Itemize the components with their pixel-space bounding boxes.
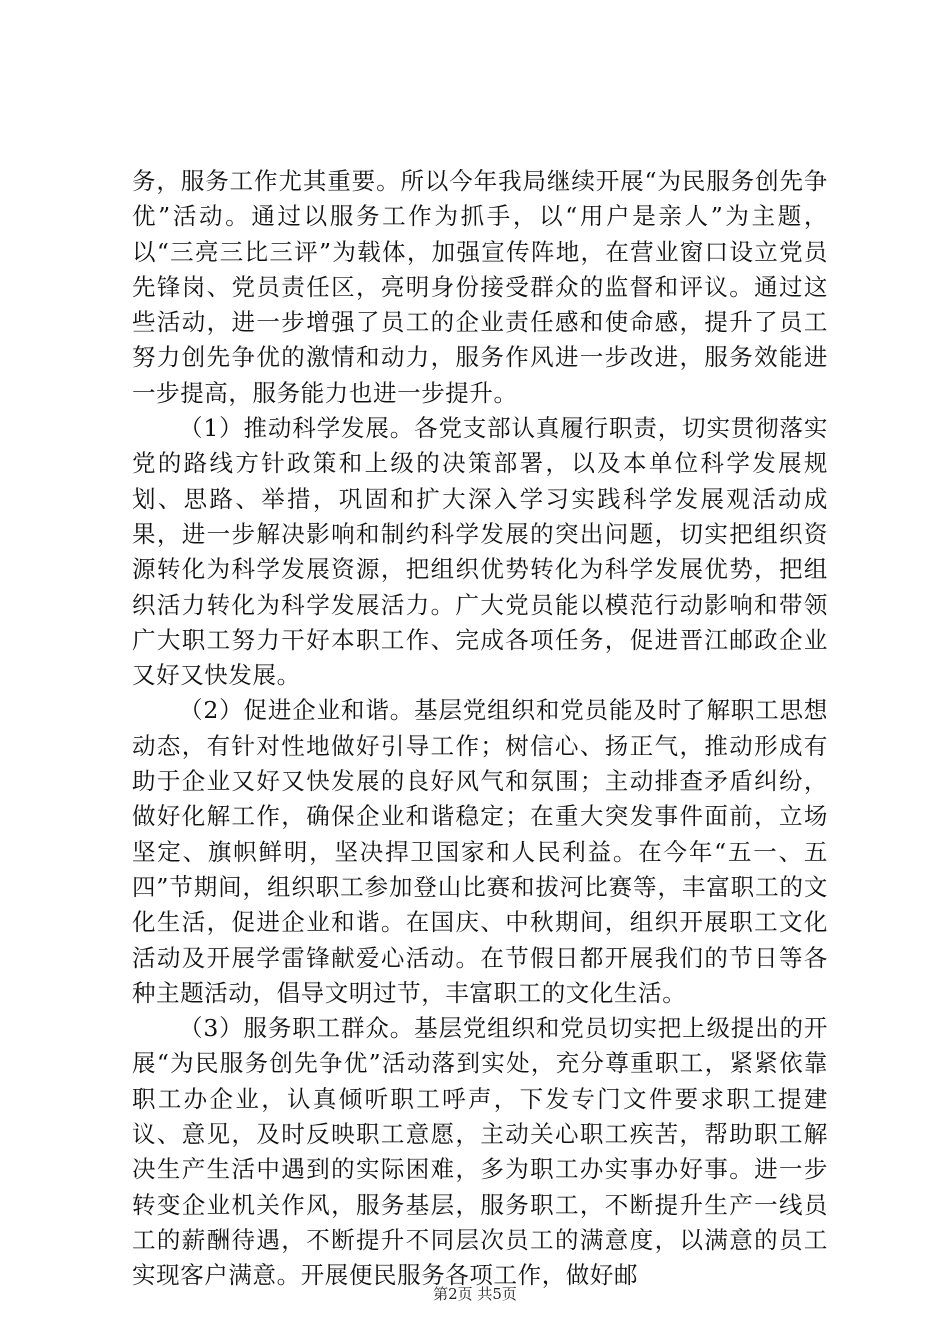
paragraph-service-continuation: 务，服务工作尤其重要。所以今年我局继续开展“为民服务创先争优”活动。通过以服务工作为抓手，以“用户是亲人”为主题，以“三亮三比三评”为载体，加强宣传阵地，在营业窗口设立党员先锋岗、党员责任区，亮明身份接受群众的监督和评议。通过这些活动，进一步增强了员工的企业责任感和使命感，提升了员工努力创先争优的激情和动力，服务作风进一步改进，服务效能进一步提高，服务能力也进一步提升。 — [132, 167, 828, 407]
paragraph-science-development: （1）推动科学发展。各党支部认真履行职责，切实贯彻落实党的路线方针政策和上级的决策部署，以及本单位科学发展规划、思路、举措，巩固和扩大深入学习实践科学发展观活动成果，进一步解决影响和制约科学发展的突出问题，切实把组织资源转化为科学发展资源，把组织优势转化为科学发展优势，把组织活力转化为科学发展活力。广大党员能以模范行动影响和带领广大职工努力干好本职工作、完成各项任务，促进晋江邮政企业又好又快发展。 — [132, 414, 828, 690]
page-footer: 第2页 共5页 — [433, 1285, 517, 1303]
body-text — [132, 164, 828, 1294]
paragraph-enterprise-harmony: （2）促进企业和谐。基层党组织和党员能及时了解职工思想动态，有针对性地做好引导工作；树信心、扬正气，推动形成有助于企业又好又快发展的良好风气和氛围；主动排查矛盾纠纷，做好化解工作，确保企业和谐稳定；在重大突发事件面前，立场坚定、旗帜鲜明，坚决捍卫国家和人民利益。在今年“五一、五四”节期间，组织职工参加登山比赛和拔河比赛等，丰富职工的文化生活，促进企业和谐。在国庆、中秋期间，组织开展职工文化活动及开展学雷锋献爱心活动。在节假日都开展我们的节日等各种主题活动，倡导文明过节，丰富职工的文化生活。 — [132, 696, 828, 1007]
paragraph-serve-workers: （3）服务职工群众。基层党组织和党员切实把上级提出的开展“为民服务创先争优”活动落到实处，充分尊重职工，紧紧依靠职工办企业，认真倾听职工呼声，下发专门文件要求职工提建议、意见，及时反映职工意愿，主动关心职工疾苦，帮助职工解决生产生活中遇到的实际困难，多为职工办实事办好事。进一步转变企业机关作风，服务基层，服务职工，不断提升生产一线员工的薪酬待遇，不断提升不同层次员工的满意度，以满意的员工实现客户满意。开展便民服务各项工作，做好邮 — [132, 1014, 828, 1290]
